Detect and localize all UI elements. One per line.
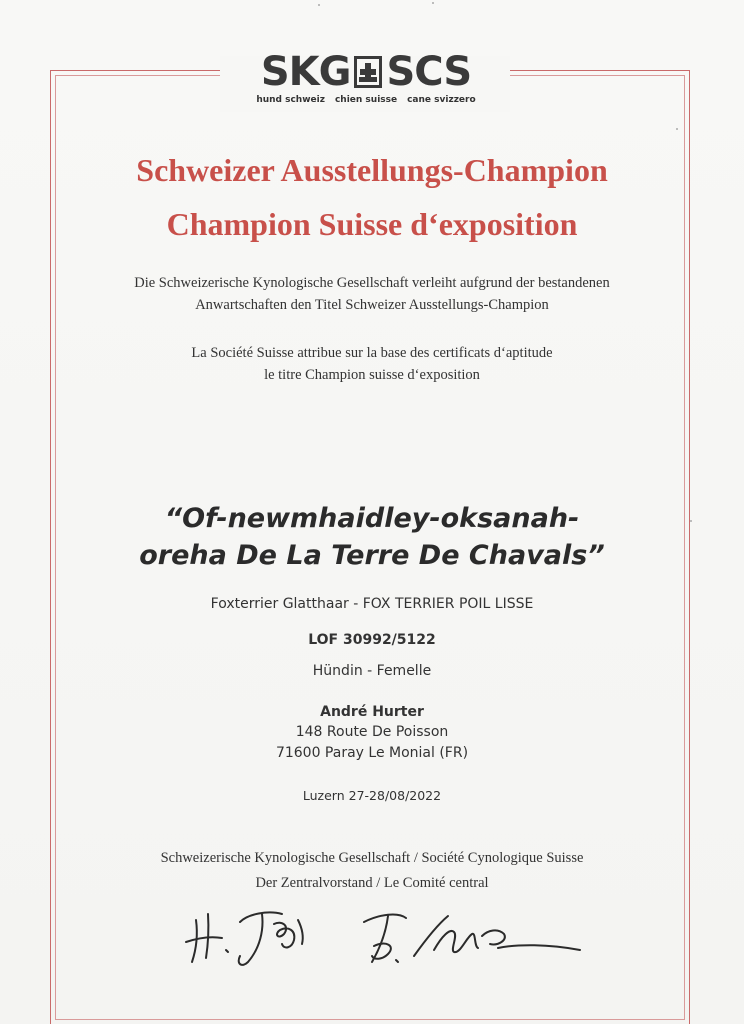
logo-tagline-de: hund schweiz <box>256 95 325 105</box>
paragraph-french-line-2: le titre Champion suisse d‘exposition <box>264 367 480 383</box>
event-place-date: Luzern 27-28/08/2022 <box>302 788 442 803</box>
skg-scs-logo <box>240 49 492 108</box>
logo-left-word: SKG <box>260 49 351 95</box>
dog-name-line-1: “Of-newmhaidley-oksanah- <box>164 503 580 534</box>
signature-left <box>178 900 338 970</box>
paragraph-french-line-1: La Société Suisse attribue sur la base des certificats d‘aptitude <box>191 345 553 361</box>
swiss-cross-dog-icon <box>353 55 383 89</box>
registration-number: LOF 30992/5122 <box>308 632 436 648</box>
paper-speck <box>432 2 434 4</box>
footer-organization: Schweizerische Kynologische Gesellschaft / Société Cynologique Suisse <box>160 850 584 866</box>
paper-speck <box>690 520 692 522</box>
dog-sex: Hündin - Femelle <box>312 663 432 679</box>
paragraph-german-line-1: Die Schweizerische Kynologische Gesellschaft verleiht aufgrund der bestandenen <box>134 275 610 291</box>
footer-committee: Der Zentralvorstand / Le Comité central <box>255 875 489 891</box>
signature-right <box>358 906 588 970</box>
paragraph-french <box>0 342 744 386</box>
dog-breed: Foxterrier Glatthaar - FOX TERRIER POIL LISSE <box>210 596 534 612</box>
paper-speck <box>318 4 320 6</box>
paragraph-german <box>0 272 744 316</box>
owner-name: André Hurter <box>320 704 424 720</box>
title-german: Schweizer Ausstellungs-Champion <box>136 152 608 188</box>
logo-tagline-fr: chien suisse <box>334 95 398 105</box>
dog-name-line-2: oreha De La Terre De Chavals” <box>139 540 605 571</box>
logo-right-word: SCS <box>386 49 472 95</box>
paragraph-german-line-2: Anwartschaften den Titel Schweizer Ausstellungs-Champion <box>195 297 549 313</box>
logo-tagline-it: cane svizzero <box>407 95 476 105</box>
owner-street: 148 Route De Poisson <box>295 724 449 740</box>
title-french: Champion Suisse d‘exposition <box>166 206 578 242</box>
owner-city: 71600 Paray Le Monial (FR) <box>275 745 469 761</box>
paper-speck <box>676 128 678 130</box>
